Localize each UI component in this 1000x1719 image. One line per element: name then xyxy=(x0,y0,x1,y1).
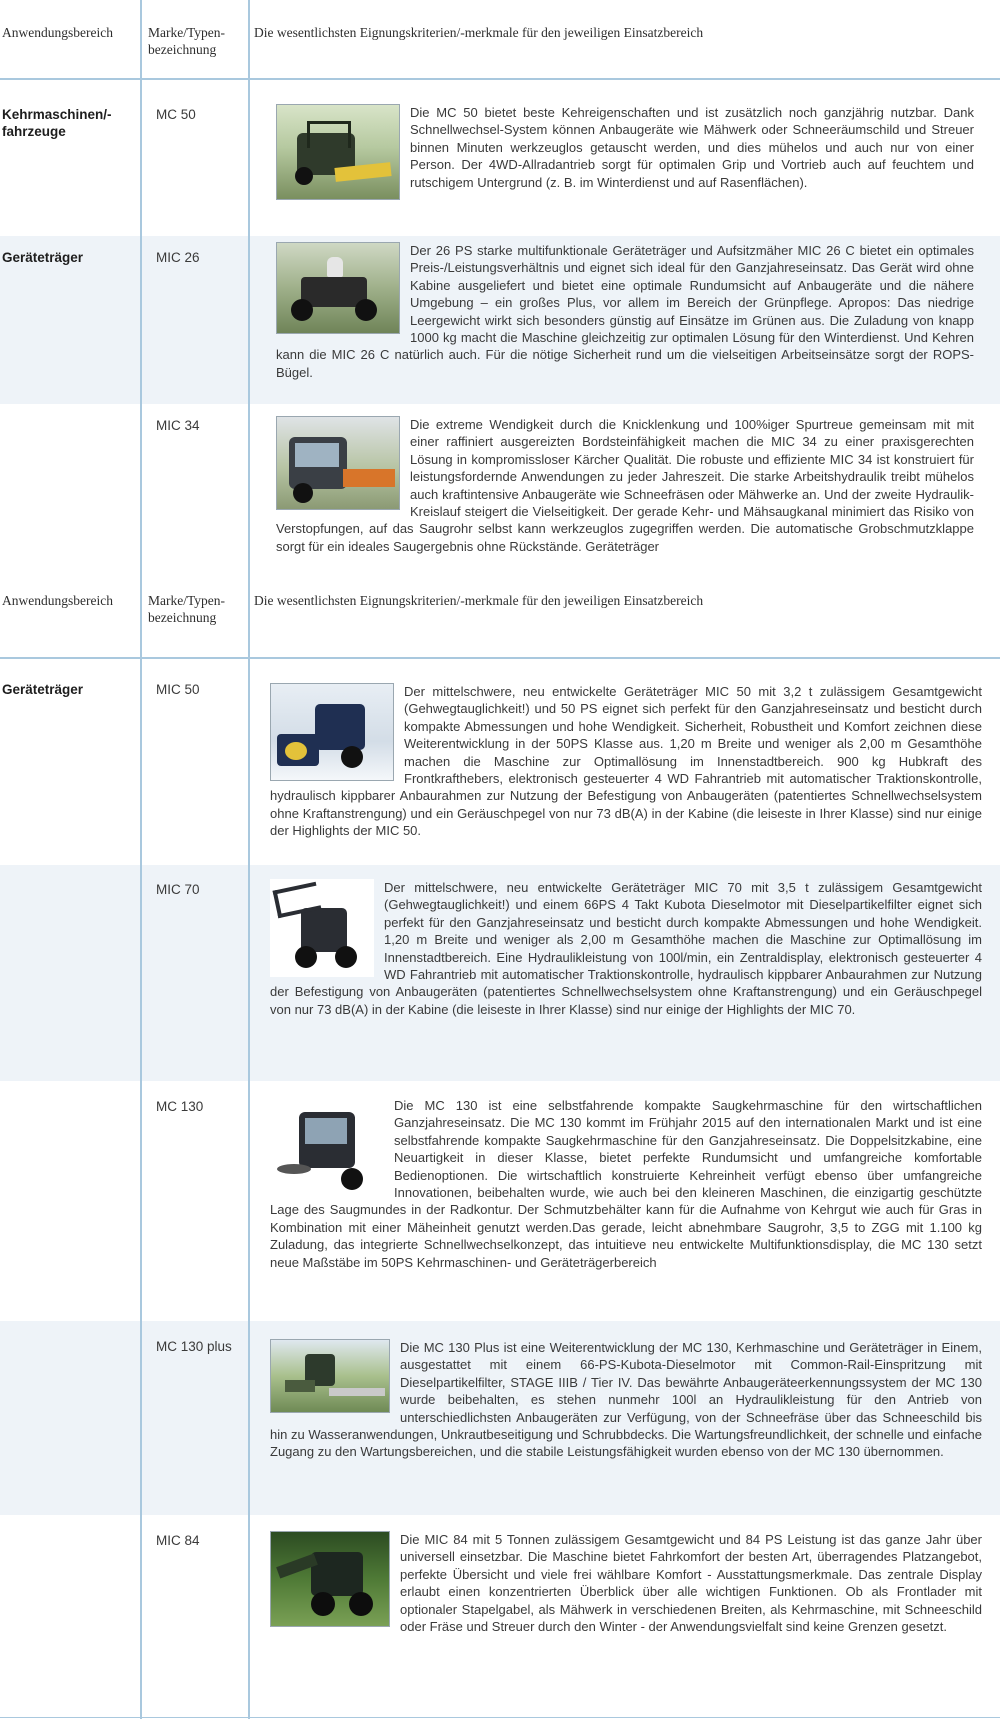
heavy-carrier-image xyxy=(270,1531,390,1627)
column-divider xyxy=(140,1515,142,1719)
row-model: MC 130 plus xyxy=(156,1339,232,1354)
row-category: Kehrmaschinen/-fahrzeuge xyxy=(2,107,112,139)
column-divider xyxy=(248,80,250,236)
table-header xyxy=(0,582,1000,659)
row-description xyxy=(276,104,974,204)
row-description xyxy=(270,683,982,840)
table-row xyxy=(0,1081,1000,1321)
implement-carrier-image xyxy=(276,242,400,334)
articulated-carrier-image xyxy=(276,416,400,510)
snow-blower-carrier-image xyxy=(270,683,394,781)
row-model: MC 50 xyxy=(156,107,196,122)
row-description xyxy=(270,879,982,1018)
column-divider xyxy=(248,1321,250,1515)
row-description xyxy=(276,416,974,555)
column-divider xyxy=(140,1081,142,1321)
row-model: MIC 84 xyxy=(156,1533,200,1548)
row-description-text: Die MC 130 Plus ist eine Weiterentwicklung der MC 130, Kerhmaschine und Geräteträger in Einem, ausgestattet mit einem 66-PS-Kubota-Dieselmotor mit Common-Rail-Einspritzung mit Dieselpartikelfilter, STAGE IIIB / Tier IV. Das bewährte Anbaugeräteerkennungssystem der MC 130 wurde beibehalten, es stehen nunmehr 100l an Hydraulikleistung für den Antrieb von unterschiedlichsten Anbaugeräten zur Verfügung, von der Schneefräse über das Schneeschild bis hin zu Wasseranwendungen, Unkrautbeseitigung und Schrubbdecks. Die Wartungsfreundlichkeit, der schnelle und einfache Zugang zu den Wartungsbereichen, und die stabile Leistungsfähigkeit wurden ebenso von der MC 130 übernommen. xyxy=(270,1340,982,1460)
header-application-area: Anwendungsbereich xyxy=(2,25,113,40)
front-loader-carrier-image xyxy=(270,879,374,977)
table-row xyxy=(0,1515,1000,1719)
header-model-name: Marke/Typen-bezeichnung xyxy=(148,593,226,625)
column-divider xyxy=(248,404,250,582)
header-application-area: Anwendungsbereich xyxy=(2,593,113,608)
row-description xyxy=(270,1531,982,1635)
row-description-text: Die MIC 84 mit 5 Tonnen zulässigem Gesamtgewicht und 84 PS Leistung ist das ganze Jahr über universell einsetzbar. Die Maschine bietet Fahrkomfort der besten Art, überragendes Platzangebot, perfekte Übersicht und viele frei wählbare Komfort - Ausstattungsmerkmale. Das zentrale Display erlaubt einen konzentrierten Überblick über alle wichtigen Funktionen. Ob als Frontlader mit optionaler Stapelgabel, als Mähwerk in verschiedenen Breiten, als Kehrmaschine, mit Schneeschild oder Fräse und Streuer durch den Winter - der Anwendungsvielfalt sind keine Grenzen gesetzt. xyxy=(400,1532,982,1635)
column-divider xyxy=(140,659,142,865)
header-criteria: Die wesentlichsten Eignungskriterien/-merkmale für den jeweiligen Einsatzbereich xyxy=(254,593,704,608)
row-description-text: Die extreme Wendigkeit durch die Knicklenkung und 100%iger Spurtreue gemeinsam mit mit einer raffiniert ausgereizten Bordsteinfähigkeit machen die MIC 34 zu einer praxisgerechten Lösung in kompromissloser Kärcher Qualität. Die robuste und effiziente MIC 34 ist konstruiert für leistungsfordernde Anwendungen zu jeder Jahreszeit. Die starke Arbeitshydraulik treibt mühelos auch kraftintensive Anbaugeräte wie Schneefräsen oder Mähwerke an. Und der zweite Hydraulik-Kreislauf steigert die Vielseitigkeit. Der gerade Kehr- und Mähsaugkanal minimiert das Risiko von Verstopfungen, auf das Saugrohr selbst kann werkzeuglos zugegriffen werden. Die automatische Grobschmutzklappe sorgt für ein ideales Saugergebnis ohne Rückstände. Geräteträger xyxy=(276,417,974,554)
table-row xyxy=(0,659,1000,865)
bottom-rule xyxy=(0,1717,1000,1718)
column-divider xyxy=(140,865,142,1081)
row-description xyxy=(270,1097,982,1271)
column-divider xyxy=(140,1321,142,1515)
column-divider xyxy=(140,80,142,236)
row-description-text: Der 26 PS starke multifunktionale Geräteträger und Aufsitzmäher MIC 26 C bietet ein optimales Preis-/Leistungsverhältnis und eignet sich ideal für den Ganzjahreseinsatz. Das Gerät wird ohne Kabine ausgeliefert und bietet eine optimale Rundumsicht auf Anbaugeräte und die nähere Umgebung – ein großes Plus, vor allem im Bereich der Grünpflege. Apropos: Das niedrige Leergewicht wirkt sich besonders günstig auf Einsätze im Grünen aus. Die Zuladung von knapp 1000 kg macht die Maschine gleichzeitig zur optimalen Lösung für den Winterdienst. Und Kehren kann die MIC 26 C natürlich auch. Für die nötige Sicherheit rund um die vielseitigen Arbeitseinsätze sorgt der ROPS-Bügel. xyxy=(276,243,974,380)
column-divider xyxy=(140,236,142,404)
mowing-carrier-image xyxy=(270,1339,390,1413)
table-row xyxy=(0,865,1000,1081)
row-description xyxy=(270,1339,982,1461)
column-divider xyxy=(248,236,250,404)
table-row xyxy=(0,404,1000,582)
row-model: MIC 26 xyxy=(156,250,200,265)
header-model-name: Marke/Typen-bezeichnung xyxy=(148,25,226,57)
table-row xyxy=(0,80,1000,236)
header-criteria: Die wesentlichsten Eignungskriterien/-merkmale für den jeweiligen Einsatzbereich xyxy=(254,25,704,40)
row-description xyxy=(276,242,974,381)
row-description-text: Der mittelschwere, neu entwickelte Geräteträger MIC 70 mit 3,5 t zulässigem Gesamtgewicht (Gehwegtauglichkeit!) und einem 66PS 4 Takt Kubota Dieselmotor mit Dieselpartikelfilter eignet sich perfekt für den Ganzjahreseinsatz und besticht durch kompakte Abmessungen und hohe Wendigkeit. 1,20 m Breite und weniger als 2,00 m Gesamthöhe machen die Maschine zur Optimallösung im Innenstadtbereich. Eine Hydraulikleistung von 100l/min, ein Zentraldisplay, elektronisch gesteuerter 4 WD Fahrantrieb mit automatischer Traktionskontrolle, hydraulisch kippbarer Anbaurahmen zur Nutzung der Befestigung von Anbaugeräten (patentiertes Schnellwechselsystem ohne Kraftanstrengung) und ein Geräuschpegel von nur 73 dB(A) in der Kabine (die leiseste in Ihrer Klasse) sind nur einige der Highlights der MIC 70. xyxy=(270,880,982,1017)
row-model: MC 130 xyxy=(156,1099,204,1114)
column-divider xyxy=(140,582,142,657)
row-category: Geräteträger xyxy=(2,250,84,265)
row-model: MIC 50 xyxy=(156,682,200,697)
column-divider xyxy=(248,865,250,1081)
column-divider xyxy=(248,1081,250,1321)
row-model: MIC 70 xyxy=(156,882,200,897)
row-model: MIC 34 xyxy=(156,418,200,433)
table-row xyxy=(0,236,1000,404)
row-description-text: Die MC 130 ist eine selbstfahrende kompakte Saugkehrmaschine für den wirtschaftlichen Ganzjahreseinsatz. Die MC 130 kommt im Frühjahr 2015 auf den internationalen Markt und ist eine selbstfahrende kompakte Saugkehrmaschine für den Ganzjahreseinsatz. Die Doppelsitzkabine, eine Neuartigkeit in dieser Klasse, bietet perfekte Rundumsicht und umfangreiche komfortable Bedienoptionen. Die wirtschaftlich konstruierte Kehreinheit verfügt ebenso über umfangreiche Innovationen, beibehalten wurde, wie auch bei den kleineren Maschinen, die einzigartig geschützte Lage des Saugmundes in der Radkontur. Der Schmutzbehälter kann für die Aufnahme von Kehrgut wie auch für Gras in Kombination mit einer Mäheinheit genutzt werden.Das gerade, leicht abnehmbare Saugrohr, 3,5 to ZGG mit 1.100 kg Zuladung, das integrierte Schnellwechselkonzept, das intuitieve neu entwickelte Multifunktionsdisplay, die MC 130 setzt neue Maßstäbe im 50PS Kehrmaschinen- und Geräteträgerbereich xyxy=(270,1098,982,1270)
column-divider xyxy=(248,582,250,657)
column-divider xyxy=(248,659,250,865)
table-header xyxy=(0,0,1000,80)
row-description-text: Die MC 50 bietet beste Kehreigenschaften und ist zusätzlich noch ganzjährig nutzbar. Dank Schnellwechsel-System können Anbaugeräte wie Mähwerk oder Schneeräumschild und Streuer binnen Minuten werkzeuglos getauscht werden, und dies mühelos und auch nur von einer Person. Der 4WD-Allradantrieb sorgt für optimalen Grip und Vortrieb auch auf feuchtem und rutschigem Untergrund (z. B. im Winterdienst und auf Rasenflächen). xyxy=(410,105,974,190)
sweeper-machine-image xyxy=(276,104,400,200)
column-divider xyxy=(140,0,142,78)
row-category: Geräteträger xyxy=(2,682,84,697)
suction-sweeper-image xyxy=(270,1097,384,1197)
column-divider xyxy=(248,1515,250,1719)
table-row xyxy=(0,1321,1000,1515)
column-divider xyxy=(140,404,142,582)
column-divider xyxy=(248,0,250,78)
row-description-text: Der mittelschwere, neu entwickelte Geräteträger MIC 50 mit 3,2 t zulässigem Gesamtgewicht (Gehwegtauglichkeit!) und 50 PS eignet sich perfekt für den Ganzjahreseinsatz und besticht durch kompakte Abmessungen und hohe Wendigkeit. Sicherheit, Robustheit und Komfort zeichnen diese Weiterentwicklung in der 50PS Klasse aus. 1,20 m Breite und weniger als 2,00 m Gesamthöhe machen die Maschine zur Optimallösung im Innenstadtbereich. 900 kg Hubkraft des Frontkrafthebers, elektronisch gesteuerter 4 WD Fahrantrieb mit automatischer Traktionskontrolle, hydraulisch kippbarer Anbaurahmen zur Nutzung der Befestigung von Anbaugeräten (patentiertes Schnellwechselsystem ohne Kraftanstrengung) und ein Geräuschpegel von nur 73 dB(A) in der Kabine (die leiseste in Ihrer Klasse) sind nur einige der Highlights der MIC 50. xyxy=(270,684,982,839)
